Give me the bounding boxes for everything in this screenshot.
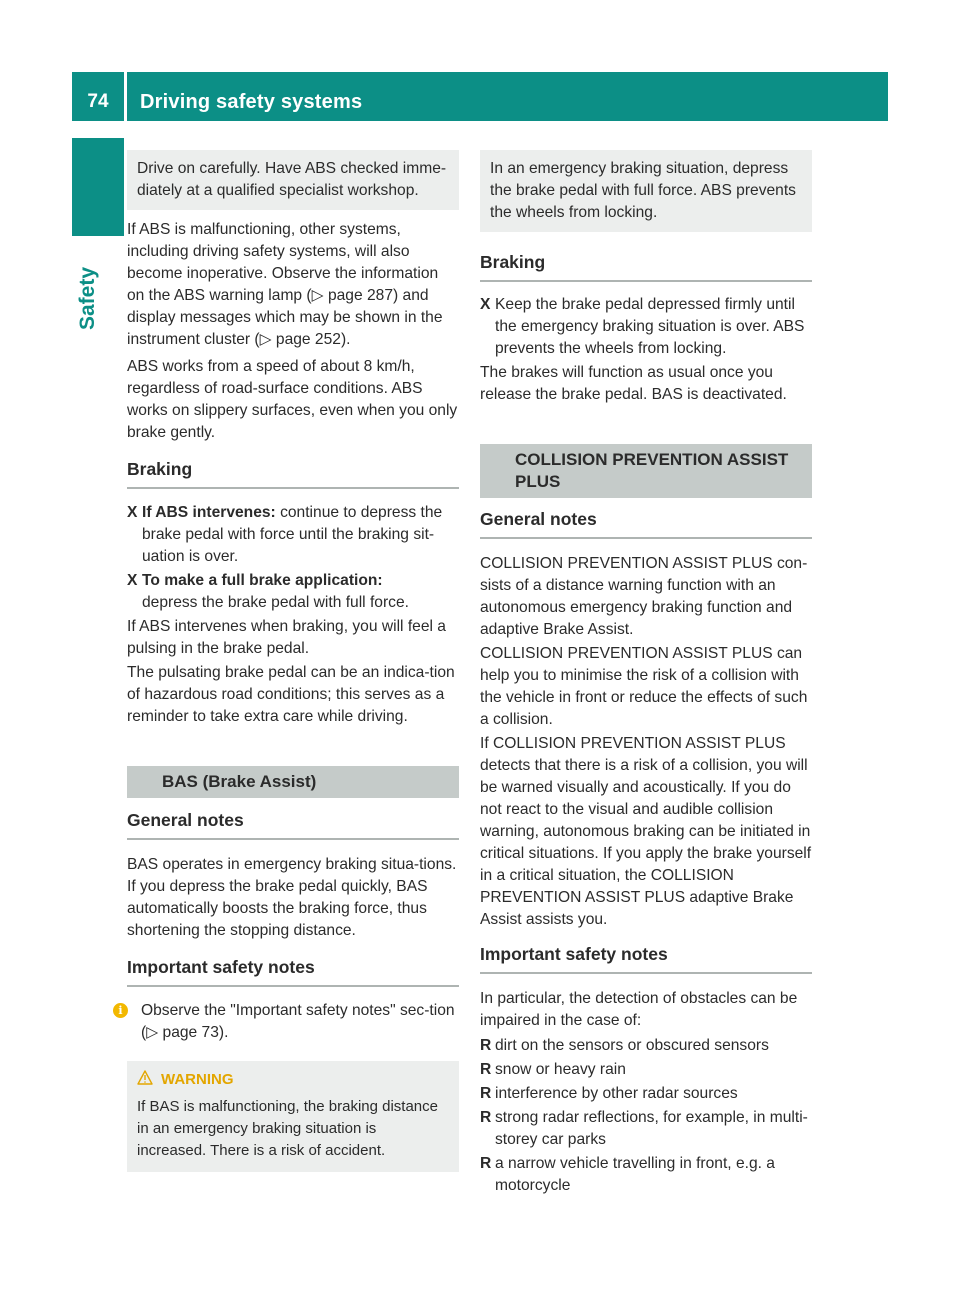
step-item: [127, 502, 459, 568]
list-item-text: dirt on the sensors or obscured sensors: [495, 1037, 769, 1054]
step-label: To make a full brake application:: [142, 572, 383, 589]
bullet-icon: R: [480, 1155, 492, 1172]
paragraph: COLLISION PREVENTION ASSIST PLUS can help you to minimise the risk of a collision with the vehicle in front or reduce the effects of such a collision.: [480, 645, 808, 728]
warning-triangle-icon: [137, 1070, 153, 1085]
warning-heading: [137, 1069, 449, 1091]
section-heading: General notes: [480, 508, 812, 539]
list-item-text: interference by other radar sources: [495, 1085, 738, 1102]
step-label: If ABS intervenes:: [142, 504, 276, 521]
chapter-heading: BAS (Brake Assist): [127, 766, 459, 798]
note-text: Drive on carefully. Have ABS checked imme-diately at a qualified specialist workshop.: [137, 160, 447, 199]
list-item: [480, 1107, 812, 1151]
step-text: Keep the brake pedal depressed firmly until the emergency braking situation is over. ABS prevents the wheels from locking.: [495, 296, 805, 357]
paragraph: COLLISION PREVENTION ASSIST PLUS con-sists of a distance warning function with an autonomous emergency braking function and adaptive Brake Assist.: [480, 555, 808, 638]
section-heading: Important safety notes: [480, 943, 812, 974]
step-arrow-icon: X: [127, 572, 138, 589]
step-text: continue to depress the brake pedal with force until the braking sit-uation is over.: [142, 504, 443, 565]
step-arrow-icon: X: [480, 296, 491, 313]
section-heading: Braking: [480, 251, 812, 282]
list-item: [480, 1083, 812, 1105]
warning-box: [127, 1061, 459, 1172]
step-text: depress the brake pedal with full force.: [142, 594, 409, 611]
bullet-icon: R: [480, 1037, 492, 1054]
section-heading: Important safety notes: [127, 956, 459, 987]
list-item-text: snow or heavy rain: [495, 1061, 626, 1078]
step-item: [480, 294, 812, 360]
page-title: Driving safety systems: [140, 91, 363, 113]
list-item: [480, 1035, 812, 1057]
paragraph: If ABS is malfunctioning, other systems, including driving safety systems, will also become inoperative. Observe the information on the ABS warning lamp (▷ page 287) and display messages which may be shown in the instrument cluster (▷ page 252).: [127, 221, 443, 348]
paragraph: ABS works from a speed of about 8 km/h, regardless of road-surface conditions. ABS works on slippery surfaces, even when you only brake gently.: [127, 358, 458, 441]
info-text: Observe the "Important safety notes" sec-tion (▷ page 73).: [141, 1002, 455, 1041]
section-heading: Braking: [127, 458, 459, 489]
bullet-icon: R: [480, 1085, 492, 1102]
step-item: [127, 570, 459, 614]
right-column: [480, 150, 812, 1197]
left-column: [118, 150, 459, 1172]
side-section-label: Safety: [76, 266, 99, 330]
list-item: [480, 1059, 812, 1081]
warning-title: WARNING: [161, 1071, 234, 1088]
chapter-heading: COLLISION PREVENTION ASSIST PLUS: [480, 444, 812, 498]
list-item: [480, 1153, 812, 1197]
section-heading: General notes: [127, 809, 459, 840]
bullet-icon: R: [480, 1109, 492, 1126]
paragraph: In particular, the detection of obstacles can be impaired in the case of:: [480, 990, 798, 1029]
paragraph: The pulsating brake pedal can be an indica-tion of hazardous road conditions; this serves as a reminder to take extra care while driving.: [127, 664, 455, 725]
paragraph: If ABS intervenes when braking, you will feel a pulsing in the brake pedal.: [127, 618, 446, 657]
list-item-text: a narrow vehicle travelling in front, e.g. a motorcycle: [495, 1155, 775, 1194]
paragraph: If COLLISION PREVENTION ASSIST PLUS detects that there is a risk of a collision, you will be warned visually and acoustically. If you do not react to the visual and audible collision warning, autonomous braking can be initiated in critical situations. If you apply the brake yourself in a critical situation, the COLLISION PREVENTION ASSIST PLUS adaptive Brake Assist assists you.: [480, 735, 812, 928]
list-item-text: strong radar reflections, for example, in multi-storey car parks: [495, 1109, 808, 1148]
info-note: [118, 1000, 459, 1044]
note-box: [480, 150, 812, 232]
bullet-icon: R: [480, 1061, 492, 1078]
note-text: In an emergency braking situation, depress the brake pedal with full force. ABS prevents the wheels from locking.: [490, 160, 796, 221]
side-tab-marker: [72, 138, 124, 236]
page-number: 74: [87, 91, 109, 112]
paragraph: BAS operates in emergency braking situa-tions. If you depress the brake pedal quickly, BAS automatically boosts the braking force, thus shortening the stopping distance.: [127, 856, 457, 939]
header-divider: [124, 72, 127, 121]
info-icon: i: [113, 1003, 128, 1018]
paragraph: The brakes will function as usual once you release the brake pedal. BAS is deactivated.: [480, 364, 787, 403]
step-arrow-icon: X: [127, 504, 138, 521]
note-box: [127, 150, 459, 210]
warning-text: If BAS is malfunctioning, the braking distance in an emergency braking situation is increased. There is a risk of accident.: [137, 1098, 438, 1159]
